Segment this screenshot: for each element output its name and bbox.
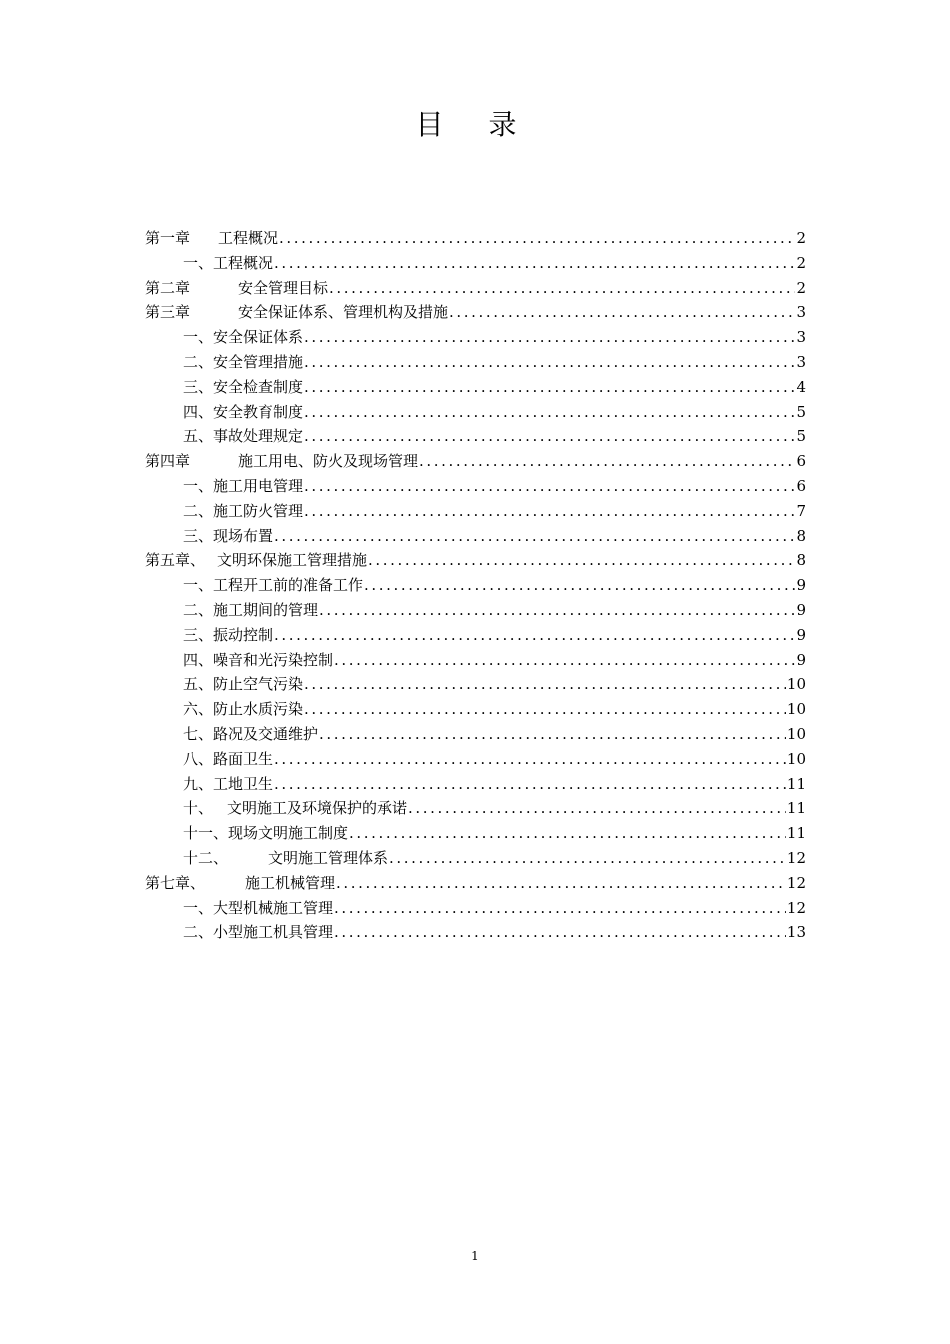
toc-entry-page: 4 xyxy=(796,377,806,396)
toc-entry-title: 现场文明施工制度 xyxy=(228,824,349,843)
toc-entry-number: 七、 xyxy=(183,724,214,743)
toc-entry-label xyxy=(183,325,303,350)
toc-entry-number: 三、 xyxy=(183,625,214,644)
toc-entry-number: 一、 xyxy=(183,476,214,495)
toc-entry-title: 事故处理规定 xyxy=(213,427,304,446)
toc-entry-number: 第五章、 xyxy=(145,551,206,570)
toc-chapter-entry[interactable] xyxy=(145,548,806,573)
toc-entry-label xyxy=(183,375,303,400)
toc-entry-title: 施工机械管理 xyxy=(245,873,336,892)
toc-entry-page: 10 xyxy=(786,724,806,743)
toc-entry-page: 3 xyxy=(796,303,806,322)
toc-chapter-entry[interactable] xyxy=(145,226,806,251)
toc-entry-title: 振动控制 xyxy=(213,625,274,644)
toc-entry-label xyxy=(183,747,273,772)
toc-entry-page: 11 xyxy=(786,774,806,793)
toc-entry-page: 9 xyxy=(796,576,806,595)
toc-section-entry[interactable] xyxy=(145,896,806,921)
toc-entry-number: 五、 xyxy=(183,427,214,446)
toc-entry-title: 现场布置 xyxy=(213,526,274,545)
toc-entry-page: 8 xyxy=(796,526,806,545)
toc-entry-title: 大型机械施工管理 xyxy=(213,898,334,917)
toc-entry-label xyxy=(183,648,333,673)
toc-section-entry[interactable] xyxy=(145,499,806,524)
toc-section-entry[interactable] xyxy=(145,375,806,400)
toc-dot-leader xyxy=(274,747,786,772)
toc-entry-title: 施工用电、防火及现场管理 xyxy=(238,452,419,471)
toc-dot-leader xyxy=(304,474,795,499)
toc-entry-title: 防止水质污染 xyxy=(213,700,304,719)
toc-entry-page: 11 xyxy=(786,824,806,843)
toc-dot-leader xyxy=(419,449,795,474)
toc-entry-label xyxy=(145,449,418,474)
toc-section-entry[interactable] xyxy=(145,846,806,871)
toc-entry-number: 四、 xyxy=(183,402,214,421)
toc-entry-number: 八、 xyxy=(183,749,214,768)
toc-entry-title: 噪音和光污染控制 xyxy=(213,650,334,669)
toc-dot-leader xyxy=(334,896,786,921)
toc-dot-leader xyxy=(304,499,795,524)
toc-dot-leader xyxy=(274,251,795,276)
toc-entry-title: 工程概况 xyxy=(218,229,279,247)
toc-entry-label xyxy=(145,276,328,301)
toc-chapter-entry[interactable] xyxy=(145,871,806,896)
toc-entry-label xyxy=(183,821,348,846)
toc-dot-leader xyxy=(449,300,795,325)
table-of-contents xyxy=(145,226,806,945)
toc-entry-page: 3 xyxy=(796,328,806,347)
toc-entry-number: 一、 xyxy=(183,898,214,917)
toc-entry-title: 安全保证体系、管理机构及措施 xyxy=(238,303,449,322)
toc-entry-number: 二、 xyxy=(183,923,214,942)
toc-section-entry[interactable] xyxy=(145,424,806,449)
toc-entry-title: 安全保证体系 xyxy=(213,328,304,347)
toc-entry-label xyxy=(183,499,303,524)
toc-section-entry[interactable] xyxy=(145,474,806,499)
toc-entry-label xyxy=(183,598,318,623)
toc-entry-number: 二、 xyxy=(183,352,214,371)
toc-entry-number: 十二、 xyxy=(183,848,229,867)
toc-entry-title: 工地卫生 xyxy=(213,774,274,793)
toc-section-entry[interactable] xyxy=(145,920,806,945)
toc-dot-leader xyxy=(304,375,795,400)
toc-chapter-entry[interactable] xyxy=(145,276,806,301)
toc-entry-label xyxy=(183,722,318,747)
toc-entry-page: 5 xyxy=(796,402,806,421)
toc-title: 目 录 xyxy=(415,108,535,141)
toc-dot-leader xyxy=(334,648,795,673)
toc-entry-page: 7 xyxy=(796,501,806,520)
toc-entry-label xyxy=(183,672,303,697)
toc-dot-leader xyxy=(368,548,795,573)
toc-entry-title: 路况及交通维护 xyxy=(213,724,319,743)
toc-chapter-entry[interactable] xyxy=(145,300,806,325)
toc-entry-label xyxy=(183,623,273,648)
toc-entry-number: 一、 xyxy=(183,576,214,595)
toc-section-entry[interactable] xyxy=(145,747,806,772)
toc-dot-leader xyxy=(304,424,795,449)
toc-entry-page: 12 xyxy=(786,848,806,867)
toc-entry-number: 第三章 xyxy=(145,303,191,322)
toc-entry-page: 10 xyxy=(786,700,806,719)
toc-entry-label xyxy=(145,871,335,896)
toc-entry-number: 六、 xyxy=(183,700,214,719)
toc-entry-title: 施工防火管理 xyxy=(213,501,304,520)
toc-entry-page: 9 xyxy=(796,625,806,644)
toc-entry-title: 工程概况 xyxy=(213,253,274,272)
toc-dot-leader xyxy=(279,226,795,251)
toc-entry-label xyxy=(183,424,303,449)
toc-section-entry[interactable] xyxy=(145,672,806,697)
toc-entry-title: 小型施工机具管理 xyxy=(213,923,334,942)
toc-entry-label xyxy=(183,920,333,945)
toc-entry-title: 施工期间的管理 xyxy=(213,600,319,619)
toc-entry-title: 施工用电管理 xyxy=(213,476,304,495)
toc-entry-title: 安全管理措施 xyxy=(213,352,304,371)
toc-entry-label xyxy=(183,251,273,276)
toc-entry-label xyxy=(145,300,448,325)
toc-section-entry[interactable] xyxy=(145,772,806,797)
toc-dot-leader xyxy=(304,697,786,722)
toc-entry-title: 工程开工前的准备工作 xyxy=(213,576,364,595)
toc-dot-leader xyxy=(274,623,795,648)
toc-dot-leader xyxy=(319,722,786,747)
toc-entry-page: 10 xyxy=(786,675,806,694)
toc-entry-label xyxy=(183,796,407,821)
toc-chapter-entry[interactable] xyxy=(145,449,806,474)
toc-entry-page: 6 xyxy=(796,452,806,471)
toc-dot-leader xyxy=(349,821,786,846)
toc-dot-leader xyxy=(334,920,786,945)
toc-entry-number: 二、 xyxy=(183,501,214,520)
toc-dot-leader xyxy=(274,772,786,797)
toc-section-entry[interactable] xyxy=(145,648,806,673)
toc-section-entry[interactable] xyxy=(145,325,806,350)
toc-dot-leader xyxy=(408,796,786,821)
toc-dot-leader xyxy=(389,846,786,871)
toc-entry-number: 第七章、 xyxy=(145,873,206,892)
toc-entry-label xyxy=(183,846,388,871)
toc-entry-title: 安全检查制度 xyxy=(213,377,304,396)
toc-entry-page: 3 xyxy=(796,352,806,371)
toc-entry-number: 十一、 xyxy=(183,824,229,843)
toc-entry-title: 防止空气污染 xyxy=(213,675,304,694)
toc-entry-number: 十、 xyxy=(183,799,214,818)
toc-dot-leader xyxy=(336,871,786,896)
toc-entry-number: 三、 xyxy=(183,526,214,545)
toc-entry-page: 12 xyxy=(786,898,806,917)
toc-section-entry[interactable] xyxy=(145,524,806,549)
toc-section-entry[interactable] xyxy=(145,573,806,598)
toc-entry-page: 9 xyxy=(796,650,806,669)
toc-entry-page: 5 xyxy=(796,427,806,446)
toc-dot-leader xyxy=(319,598,795,623)
toc-entry-title: 路面卫生 xyxy=(213,749,274,768)
toc-entry-page: 6 xyxy=(796,476,806,495)
toc-entry-title: 文明施工及环境保护的承诺 xyxy=(227,799,408,818)
toc-dot-leader xyxy=(304,350,795,375)
toc-section-entry[interactable] xyxy=(145,350,806,375)
toc-entry-number: 第二章 xyxy=(145,278,191,297)
toc-entry-page: 2 xyxy=(796,229,806,247)
toc-entry-label xyxy=(183,573,363,598)
toc-dot-leader xyxy=(364,573,795,598)
toc-entry-page: 9 xyxy=(796,600,806,619)
toc-entry-label xyxy=(183,400,303,425)
toc-entry-label xyxy=(183,524,273,549)
toc-dot-leader xyxy=(304,325,795,350)
toc-entry-number: 九、 xyxy=(183,774,214,793)
toc-entry-page: 10 xyxy=(786,749,806,768)
toc-section-entry[interactable] xyxy=(145,722,806,747)
toc-entry-label xyxy=(145,226,278,251)
toc-dot-leader xyxy=(274,524,795,549)
toc-entry-page: 13 xyxy=(786,923,806,942)
toc-entry-number: 二、 xyxy=(183,600,214,619)
toc-section-entry[interactable] xyxy=(145,623,806,648)
toc-entry-number: 四、 xyxy=(183,650,214,669)
toc-entry-page: 12 xyxy=(786,873,806,892)
toc-entry-title: 安全教育制度 xyxy=(213,402,304,421)
toc-section-entry[interactable] xyxy=(145,821,806,846)
toc-entry-number: 一、 xyxy=(183,253,214,272)
page-number: 1 xyxy=(471,1249,479,1263)
toc-dot-leader xyxy=(304,672,786,697)
toc-entry-number: 一、 xyxy=(183,328,214,347)
toc-entry-label xyxy=(183,896,333,921)
toc-entry-label xyxy=(183,772,273,797)
toc-section-entry[interactable] xyxy=(145,251,806,276)
toc-entry-title: 文明施工管理体系 xyxy=(268,848,389,867)
toc-entry-number: 三、 xyxy=(183,377,214,396)
toc-entry-label xyxy=(145,548,367,573)
toc-entry-page: 8 xyxy=(796,551,806,570)
toc-entry-title: 安全管理目标 xyxy=(238,278,329,297)
toc-entry-title: 文明环保施工管理措施 xyxy=(217,551,368,570)
toc-section-entry[interactable] xyxy=(145,697,806,722)
toc-entry-number: 第一章 xyxy=(145,229,191,247)
toc-dot-leader xyxy=(304,400,795,425)
toc-entry-page: 2 xyxy=(796,278,806,297)
toc-entry-label xyxy=(183,350,303,375)
toc-entry-label xyxy=(183,474,303,499)
toc-dot-leader xyxy=(329,276,795,301)
toc-entry-page: 11 xyxy=(786,799,806,818)
toc-entry-label xyxy=(183,697,303,722)
toc-section-entry[interactable] xyxy=(145,796,806,821)
toc-section-entry[interactable] xyxy=(145,400,806,425)
toc-entry-page: 2 xyxy=(796,253,806,272)
toc-entry-number: 第四章 xyxy=(145,452,191,471)
toc-entry-number: 五、 xyxy=(183,675,214,694)
toc-section-entry[interactable] xyxy=(145,598,806,623)
